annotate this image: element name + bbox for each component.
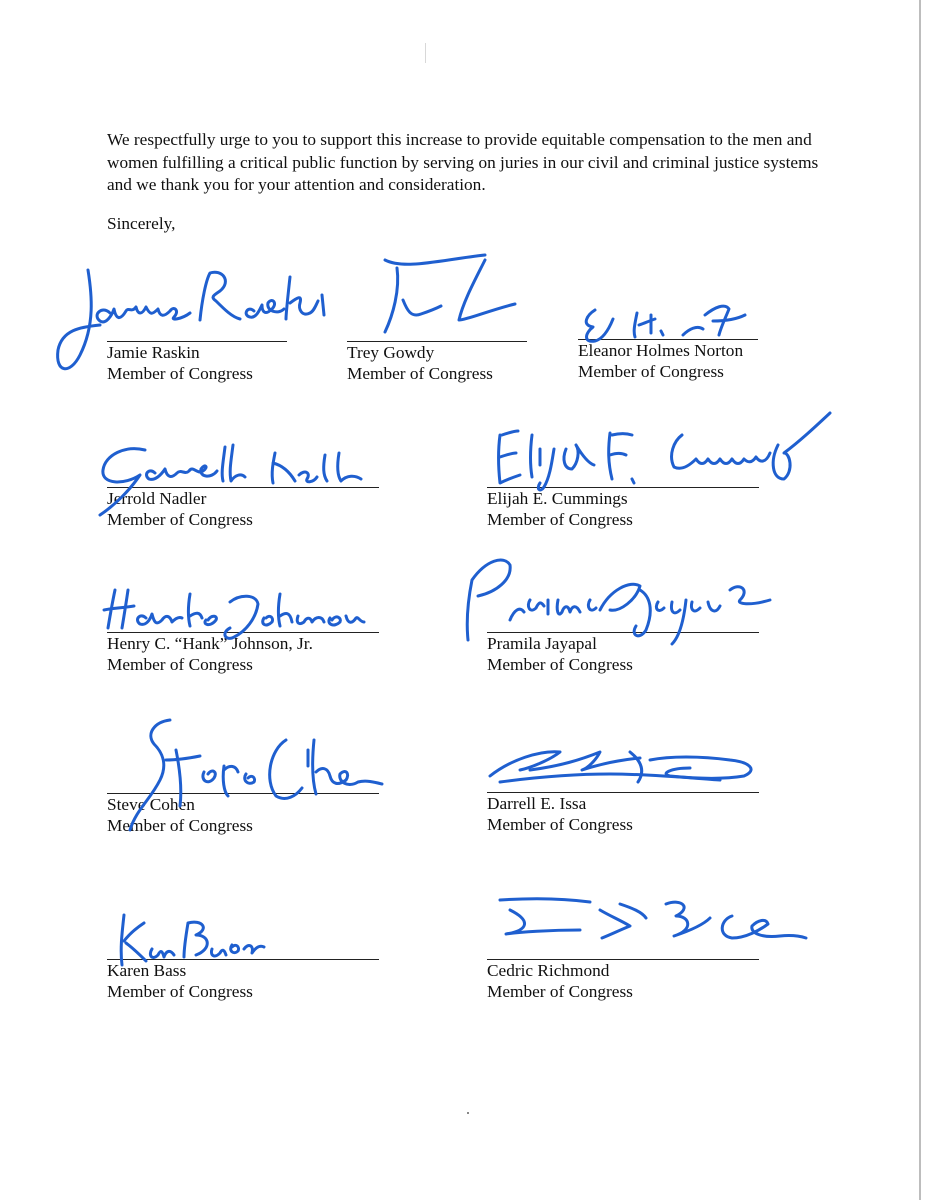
signature-gowdy	[345, 240, 535, 350]
signatory-title: Member of Congress	[487, 982, 633, 1001]
signature-bass	[100, 905, 280, 975]
letter-body: We respectfully urge to you to support this increase to provide equitable compensation to the men and women fulfilling a critical public function by serving on juries in our civil and criminal justice systems and we thank you for your attention and consideration.	[107, 130, 819, 195]
signatory-title: Member of Congress	[107, 510, 253, 529]
signatory-name: Pramila Jayapal	[487, 634, 597, 653]
signature-nadler	[85, 435, 375, 525]
signatory-title: Member of Congress	[487, 655, 633, 674]
signature-raskin	[40, 255, 340, 385]
signatory-name: Trey Gowdy	[347, 343, 435, 362]
letter-closing: Sincerely,	[107, 214, 176, 233]
scan-mark	[425, 43, 426, 63]
signatory-name: Elijah E. Cummings	[487, 489, 628, 508]
signatory-name: Karen Bass	[107, 961, 187, 980]
signature-issa	[470, 730, 780, 800]
signatory-name: Darrell E. Issa	[487, 794, 587, 813]
signatory-name: Jamie Raskin	[107, 343, 200, 362]
signatory-title: Member of Congress	[578, 362, 724, 381]
signatory-title: Member of Congress	[107, 816, 253, 835]
signatory-name: Eleanor Holmes Norton	[578, 341, 744, 360]
signatory-title: Member of Congress	[347, 364, 493, 383]
signatory-name: Cedric Richmond	[487, 961, 610, 980]
signatory-title: Member of Congress	[487, 815, 633, 834]
signature-norton	[565, 285, 765, 355]
signatory-title: Member of Congress	[107, 364, 253, 383]
signature-johnson	[90, 580, 370, 655]
scan-speck	[467, 1112, 469, 1114]
signature-cohen	[100, 710, 390, 840]
signatory-name: Steve Cohen	[107, 795, 195, 814]
signatory-title: Member of Congress	[487, 510, 633, 529]
signature-jayapal	[440, 540, 790, 660]
signatory-title: Member of Congress	[107, 982, 253, 1001]
signatory-title: Member of Congress	[107, 655, 253, 674]
page-edge	[919, 0, 921, 1200]
signature-richmond	[470, 880, 810, 970]
signatory-name: Henry C. “Hank” Johnson, Jr.	[107, 634, 313, 653]
signatory-name: Jerrold Nadler	[107, 489, 207, 508]
signature-cummings	[470, 405, 840, 505]
